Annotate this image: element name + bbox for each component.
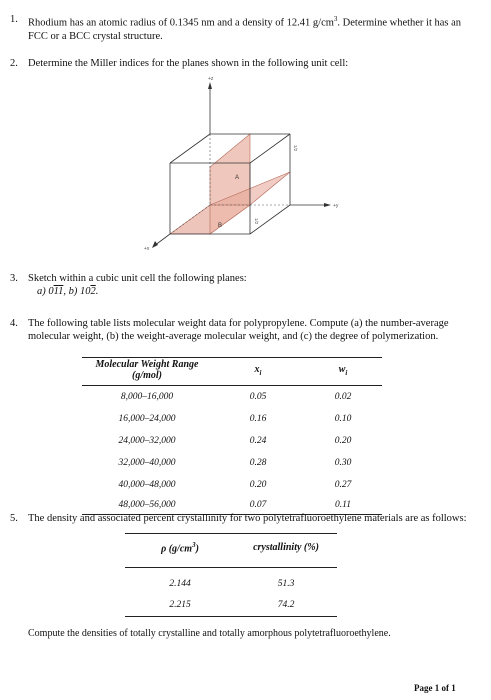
- table-row: 8,000–16,000 0.05 0.02: [120, 392, 352, 402]
- y-axis-label: +y: [333, 203, 339, 209]
- table2-top-rule: [125, 533, 337, 534]
- question-5: [10, 512, 475, 525]
- z-arrow-icon: [208, 82, 212, 89]
- col-header-density: ρ $(g/cm^3)$: [125, 536, 235, 568]
- table-header-row: [82, 357, 382, 386]
- question-number: 5.: [10, 513, 18, 524]
- x-axis-label: +x: [144, 246, 150, 252]
- question-text: Determine the Miller indices for the planes shown in the following unit cell:: [28, 58, 349, 69]
- table-row: 2.215 74.2: [125, 594, 337, 617]
- question-3: [10, 272, 475, 298]
- question-text: Rhodium has an atomic radius of 0.1345 nm and a density of 12.41 $g/cm^3$. Determine whether it has an FCC or a BCC crystal structure.: [28, 15, 462, 42]
- col-header-crystallinity: crystallinity (%): [235, 536, 337, 568]
- question-text: The density and associated percent crystallinity for two polytetrafluoroethylene materials are as follows:: [28, 513, 467, 524]
- table-row: 40,000–48,000 0.20 0.27: [118, 480, 352, 490]
- plane-a: [210, 134, 250, 234]
- question-number: 3.: [10, 273, 18, 284]
- table-row: 2.144 51.3: [169, 578, 295, 589]
- table-row: 48,000–56,000 0.07 0.11: [82, 496, 382, 515]
- table-header-row: [125, 536, 337, 568]
- question-number: 1.: [10, 14, 18, 25]
- question-text: Sketch within a cubic unit cell the following planes:: [28, 273, 247, 284]
- table-row: 16,000–24,000 0.16 0.10: [118, 414, 352, 424]
- question-text: The following table lists molecular weight data for polypropylene. Compute (a) the number-average molecular weight, (b) the weight-average molecular weight, and (c) the degree of polymerization.: [28, 318, 449, 342]
- plane-b-label: B: [218, 223, 223, 229]
- page-number: Page 1 of 1: [414, 683, 456, 693]
- question-number: 2.: [10, 58, 18, 69]
- y-arrow-icon: [324, 203, 331, 207]
- unit-cell-figure: [140, 72, 340, 262]
- molecular-weight-table: [82, 357, 382, 515]
- col-header-range: Molecular Weight Range (g/mol): [82, 357, 212, 386]
- closing-question: Compute the densities of totally crystalline and totally amorphous polytetrafluoroethylene.: [28, 628, 391, 639]
- question-1: [10, 13, 475, 43]
- question-4: [10, 317, 475, 343]
- question-2: [10, 57, 475, 70]
- z-axis-label: +z: [208, 76, 214, 82]
- col-header-wi: $w_i$: [304, 357, 382, 386]
- x-arrow-icon: [152, 241, 158, 248]
- plane-list: a) 011, b) 102.: [37, 286, 99, 297]
- question-number: 4.: [10, 318, 18, 329]
- fraction-label-right: 1/2: [293, 145, 298, 152]
- fraction-label-bottom: 1/2: [254, 218, 259, 225]
- col-header-xi: $x_i$: [212, 357, 304, 386]
- table-row: 24,000–32,000 0.24 0.20: [118, 436, 352, 446]
- table-row: 32,000–40,000 0.28 0.30: [118, 458, 352, 468]
- density-crystallinity-table: [125, 536, 337, 617]
- plane-a-label: A: [235, 175, 240, 181]
